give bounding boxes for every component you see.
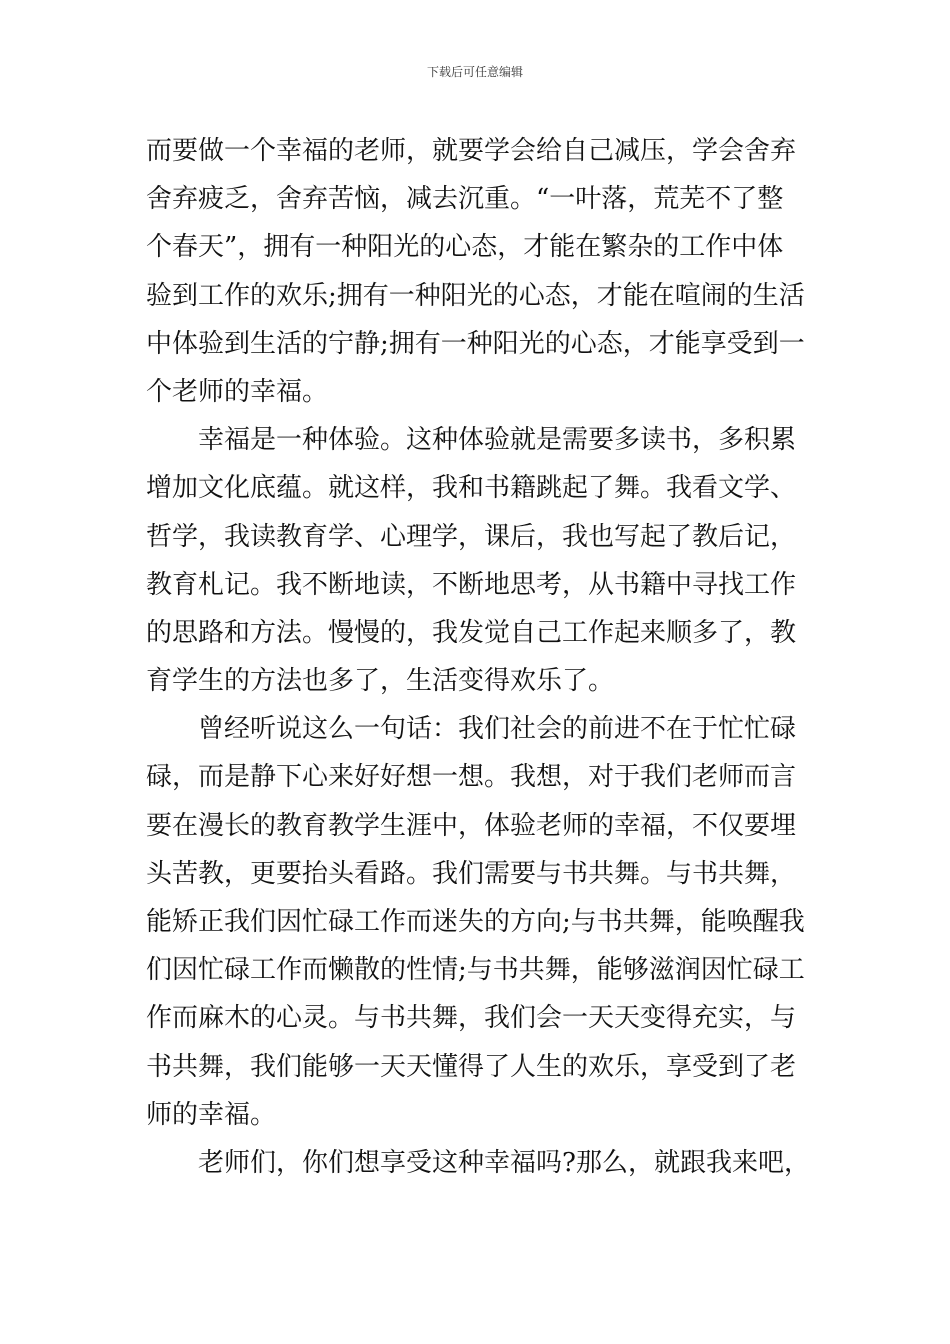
page-header: 下载后可任意编辑 xyxy=(426,65,523,79)
text-line: 个春天”，拥有一种阳光的心态，才能在繁杂的工作中体 xyxy=(146,232,784,263)
text-line: 师的幸福。 xyxy=(146,1099,277,1130)
text-line: 碌，而是静下心来好好想一想。我想，对于我们老师而言 xyxy=(146,762,797,793)
text-line: 的思路和方法。慢慢的，我发觉自己工作起来顺多了，教 xyxy=(146,617,797,648)
document-body xyxy=(146,127,814,1187)
text-line: 教育札记。我不断地读，不断地思考，从书籍中寻找工作 xyxy=(146,569,797,600)
text-line: 中体验到生活的宁静;拥有一种阳光的心态，才能享受到一 xyxy=(146,328,805,359)
text-line: 增加文化底蕴。就这样，我和书籍跳起了舞。我看文学、 xyxy=(146,473,797,504)
text-line: 育学生的方法也多了，生活变得欢乐了。 xyxy=(146,666,615,697)
text-line: 要在漫长的教育教学生涯中，体验老师的幸福，不仅要埋 xyxy=(146,810,797,841)
text-line: 而要做一个幸福的老师，就要学会给自己减压，学会舍弃 xyxy=(146,136,797,166)
text-line: 们因忙碌工作而懒散的性情;与书共舞，能够滋润因忙碌工 xyxy=(146,955,805,986)
text-line: 书共舞，我们能够一天天懂得了人生的欢乐，享受到了老 xyxy=(146,1051,797,1082)
text-line: 头苦教，更要抬头看路。我们需要与书共舞。与书共舞， xyxy=(146,858,797,889)
text-line: 个老师的幸福。 xyxy=(146,376,329,407)
text-line: 作而麻木的心灵。与书共舞，我们会一天天变得充实，与 xyxy=(146,1003,797,1034)
text-line: 曾经听说这么一句话：我们社会的前进不在于忙忙碌 xyxy=(198,714,797,745)
text-line: 幸福是一种体验。这种体验就是需要多读书，多积累 xyxy=(198,425,797,456)
text-line: 老师们，你们想享受这种幸福吗?那么，就跟我来吧， xyxy=(198,1147,810,1178)
text-line: 验到工作的欢乐;拥有一种阳光的心态，才能在喧闹的生活 xyxy=(146,280,805,311)
text-line: 哲学，我读教育学、心理学，课后，我也写起了教后记， xyxy=(146,521,797,552)
text-line: 能矫正我们因忙碌工作而迷失的方向;与书共舞，能唤醒我 xyxy=(146,907,805,937)
text-line: 舍弃疲乏，舍弃苦恼，减去沉重。“一叶落，荒芜不了整 xyxy=(146,184,784,215)
